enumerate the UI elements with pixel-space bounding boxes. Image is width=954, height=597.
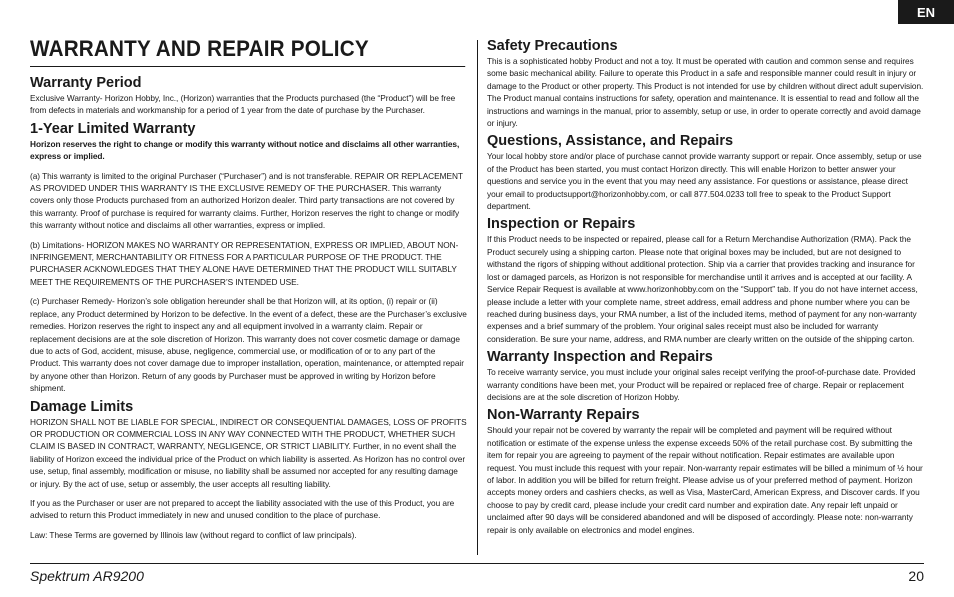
- non-warranty-text: Should your repair not be covered by warranty the repair will be completed and payment will be required without notification or estimate of the expense unless the expense exceeds 50% of the retail purchase cost. By submitting the item for repair you are agreeing to payment of the repair without notification. Repair estimates are available upon request. You must include this request with your repair. Non-warranty repair estimates will be billed a minimum of ½ hour of labor. In addition you will be billed for return freight. Please advise us of your preferred method of payment. Horizon accepts money orders and cashiers checks, as well as Visa, MasterCard, American Express, and Discover cards. If you choose to pay by credit card, please include your credit card number and expiration date. Any repair left unpaid or unclaimed after 90 days will be considered abandoned and will be disposed of accordingly. Please note: non-warranty repair is only available on electronics and model engines.: [487, 425, 923, 535]
- warranty-period-heading: Warranty Period: [30, 75, 142, 91]
- safety-precautions-heading: Safety Precautions: [487, 38, 618, 54]
- limited-warranty-disclaimer: Horizon reserves the right to change or modify this warranty without notice and disclaims all other warranties, express or implied.: [30, 138, 460, 162]
- warranty-para-b: (b) Limitations- HORIZON MAKES NO WARRANTY OR REPRESENTATION, EXPRESS OR IMPLIED, ABOUT NON-INFRINGEMENT, MERCHANTABILITY OR FITNESS FOR A PARTICULAR PURPOSE OF THE PRODUCT. THE PURCHASER ACKNOWLEDGES THAT THEY ALONE HAVE DETERMINED THAT THE PRODUCT WILL SUITABLY MEET THE REQUIREMENTS OF THE PURCHASER’S INTENDED USE.: [30, 239, 459, 287]
- limited-warranty-heading: 1-Year Limited Warranty: [30, 120, 196, 137]
- left-column: [30, 34, 467, 541]
- warranty-period-text: Exclusive Warranty- Horizon Hobby, Inc., (Horizon) warranties that the Products purchased (the “Product”) will be free from defects in materials and workmanship for a period of 1 year from the date of purchase by the Purchaser.: [30, 93, 456, 116]
- non-warranty-heading: Non-Warranty Repairs: [487, 407, 640, 424]
- inspection-heading: Inspection or Repairs: [487, 216, 636, 233]
- page-title: WARRANTY AND REPAIR POLICY: [30, 36, 465, 67]
- damage-limits-text: HORIZON SHALL NOT BE LIABLE FOR SPECIAL, INDIRECT OR CONSEQUENTIAL DAMAGES, LOSS OF PROFITS OR PRODUCTION OR COMMERCIAL LOSS IN ANY WAY CONNECTED WITH THE PRODUCT, WHETHER SUCH CLAIM IS BASED IN CONTRACT, WARRANTY, NEGLIGENCE, OR STRICT LIABILITY. Further, in no event shall the liability of Horizon exceed the individual price of the Product on which liability is asserted. As Horizon has no control over use, setup, final assembly, modification or misuse, no liability shall be assumed nor accepted for any resulting damage or injury. By the act of use, setup or assembly, the user accepts all resulting liability.: [30, 416, 467, 489]
- warranty-para-a: (a) This warranty is limited to the original Purchaser (“Purchaser”) and is not transferable. REPAIR OR REPLACEMENT AS PROVIDED UNDER THIS WARRANTY IS THE EXCLUSIVE REMEDY OF THE PURCHASER. This warranty covers only those Products purchased from an authorized Horizon dealer. Third party transactions are not covered by this warranty. Proof of purchase is required for warranty claims. Further, Horizon reserves the right to change or modify this warranty without notice and disclaims all other warranties, express or implied.: [30, 170, 463, 231]
- governing-law-text: Law: These Terms are governed by Illinois law (without regard to conflict of law principals).: [30, 529, 357, 540]
- warranty-inspection-heading: Warranty Inspection and Repairs: [487, 349, 713, 366]
- inspection-text: If this Product needs to be inspected or repaired, please call for a Return Merchandise Authorization (RMA). Pack the Product securely using a shipping carton. Please note that original boxes may be included, but are not designed to withstand the rigors of shipping without additional protection. Ship via a carrier that provides tracking and insurance for lost or damaged parcels, as Horizon is not responsible for merchandise until it arrives and is accepted at our facility. A Service Repair Request is available at www.horizonhobby.com on the “Support” tab. If you do not have internet access, please include a letter with your complete name, street address, email address and phone number where you can be reached during business days, your RMA number, a list of the included items, method of payment for any non-warranty expenses and a brief summary of the problem. Your original sales receipt must also be included for warranty consideration. Be sure your name, address, and RMA number are clearly written on the outside of the shipping carton.: [487, 234, 918, 344]
- safety-precautions-text: This is a sophisticated hobby Product and not a toy. It must be operated with caution and common sense and requires some basic mechanical ability. Failure to operate this Product in a safe and responsible manner could result in injury or damage to the Product or other property. This Product is not intended for use by children without direct adult supervision. The Product manual contains instructions for safety, operation and maintenance. It is essential to read and follow all the instructions and warnings in the manual, prior to assembly, setup or use, in order to operate correctly and avoid damage or injury.: [487, 56, 924, 129]
- column-divider: [477, 40, 478, 555]
- warranty-para-c: (c) Purchaser Remedy- Horizon’s sole obligation hereunder shall be that Horizon will, at its option, (i) repair or (ii) replace, any Product determined by Horizon to be defective. In the event of a defect, these are the Purchaser’s exclusive remedies. Horizon reserves the right to inspect any and all equipment involved in a warranty claim. Repair or replacement decisions are at the sole discretion of Horizon. This warranty does not cover cosmetic damage or damage due to acts of God, accident, misuse, abuse, negligence, commercial use, or modification of or to any part of the Product. This warranty does not cover damage due to improper installation, operation, maintenance, or attempted repair by anyone other than Horizon. Return of any goods by Purchaser must be approved in writing by Horizon before shipment.: [30, 296, 467, 394]
- page-number: 20: [908, 568, 924, 584]
- right-column: [487, 38, 924, 536]
- purchaser-liability-text: If you as the Purchaser or user are not prepared to accept the liability associated with the use of this Product, you are advised to return this Product immediately in new and unused condition to the place of purchase.: [30, 497, 455, 521]
- questions-heading: Questions, Assistance, and Repairs: [487, 133, 734, 150]
- footer-product-name: Spektrum AR9200: [30, 568, 144, 584]
- damage-limits-heading: Damage Limits: [30, 398, 134, 415]
- language-tab: EN: [898, 0, 954, 24]
- footer-rule: [30, 563, 924, 564]
- warranty-inspection-text: To receive warranty service, you must include your original sales receipt verifying the proof-of-purchase date. Provided warranty conditions have been met, your Product will be repaired or replaced free of charge. Repair or replacement decisions are at the sole discretion of Horizon Hobby.: [487, 367, 916, 402]
- questions-text: Your local hobby store and/or place of purchase cannot provide warranty support or repair. Once assembly, setup or use of the Product has been started, you must contact Horizon directly. This will enable Horizon to better answer your questions and service you in the event that you may need any assistance. For questions or assistance, please direct your email to productsupport@horizonhobby.com, or call 877.504.0233 toll free to speak to the Product Support department.: [487, 151, 922, 212]
